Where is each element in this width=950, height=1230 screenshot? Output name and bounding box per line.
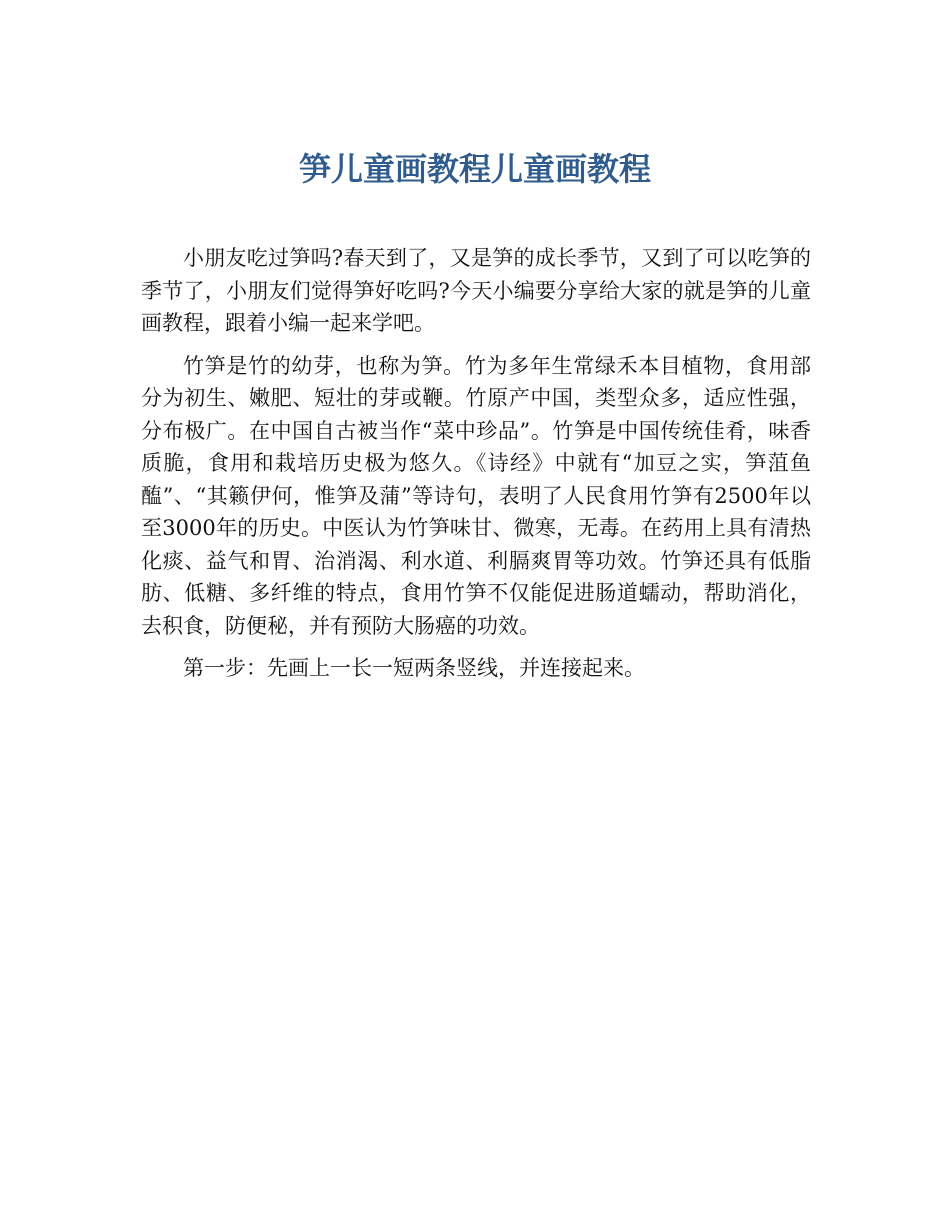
paragraph-intro: 小朋友吃过笋吗?春天到了，又是笋的成长季节，又到了可以吃笋的季节了，小朋友们觉得笋好吃吗?今天小编要分享给大家的就是笋的儿童画教程，跟着小编一起来学吧。: [141, 246, 811, 335]
document-body: [141, 242, 811, 695]
paragraph-step-one: 第一步：先画上一长一短两条竖线，并连接起来。: [183, 656, 645, 680]
paragraph-bamboo-shoot-info: 竹笋是竹的幼芽，也称为笋。竹为多年生常绿禾本目植物，食用部分为初生、嫩肥、短壮的芽或鞭。竹原产中国，类型众多，适应性强，分布极广。在中国自古被当作“菜中珍品”。竹笋是中国传统佳肴，味香质脆，食用和栽培历史极为悠久。《诗经》中就有“加豆之实，笋菹鱼醢”、“其籁伊何，惟笋及蒲”等诗句，表明了人民食用竹笋有2500年以至3000年的历史。中医认为竹笋味甘、微寒，无毒。在药用上具有清热化痰、益气和胃、治消渴、利水道、利膈爽胃等功效。竹笋还具有低脂肪、低糖、多纤维的特点，食用竹笋不仅能促进肠道蠕动，帮助消化，去积食，防便秘，并有预防大肠癌的功效。: [141, 353, 811, 638]
document-title: 笋儿童画教程儿童画教程: [298, 150, 651, 188]
